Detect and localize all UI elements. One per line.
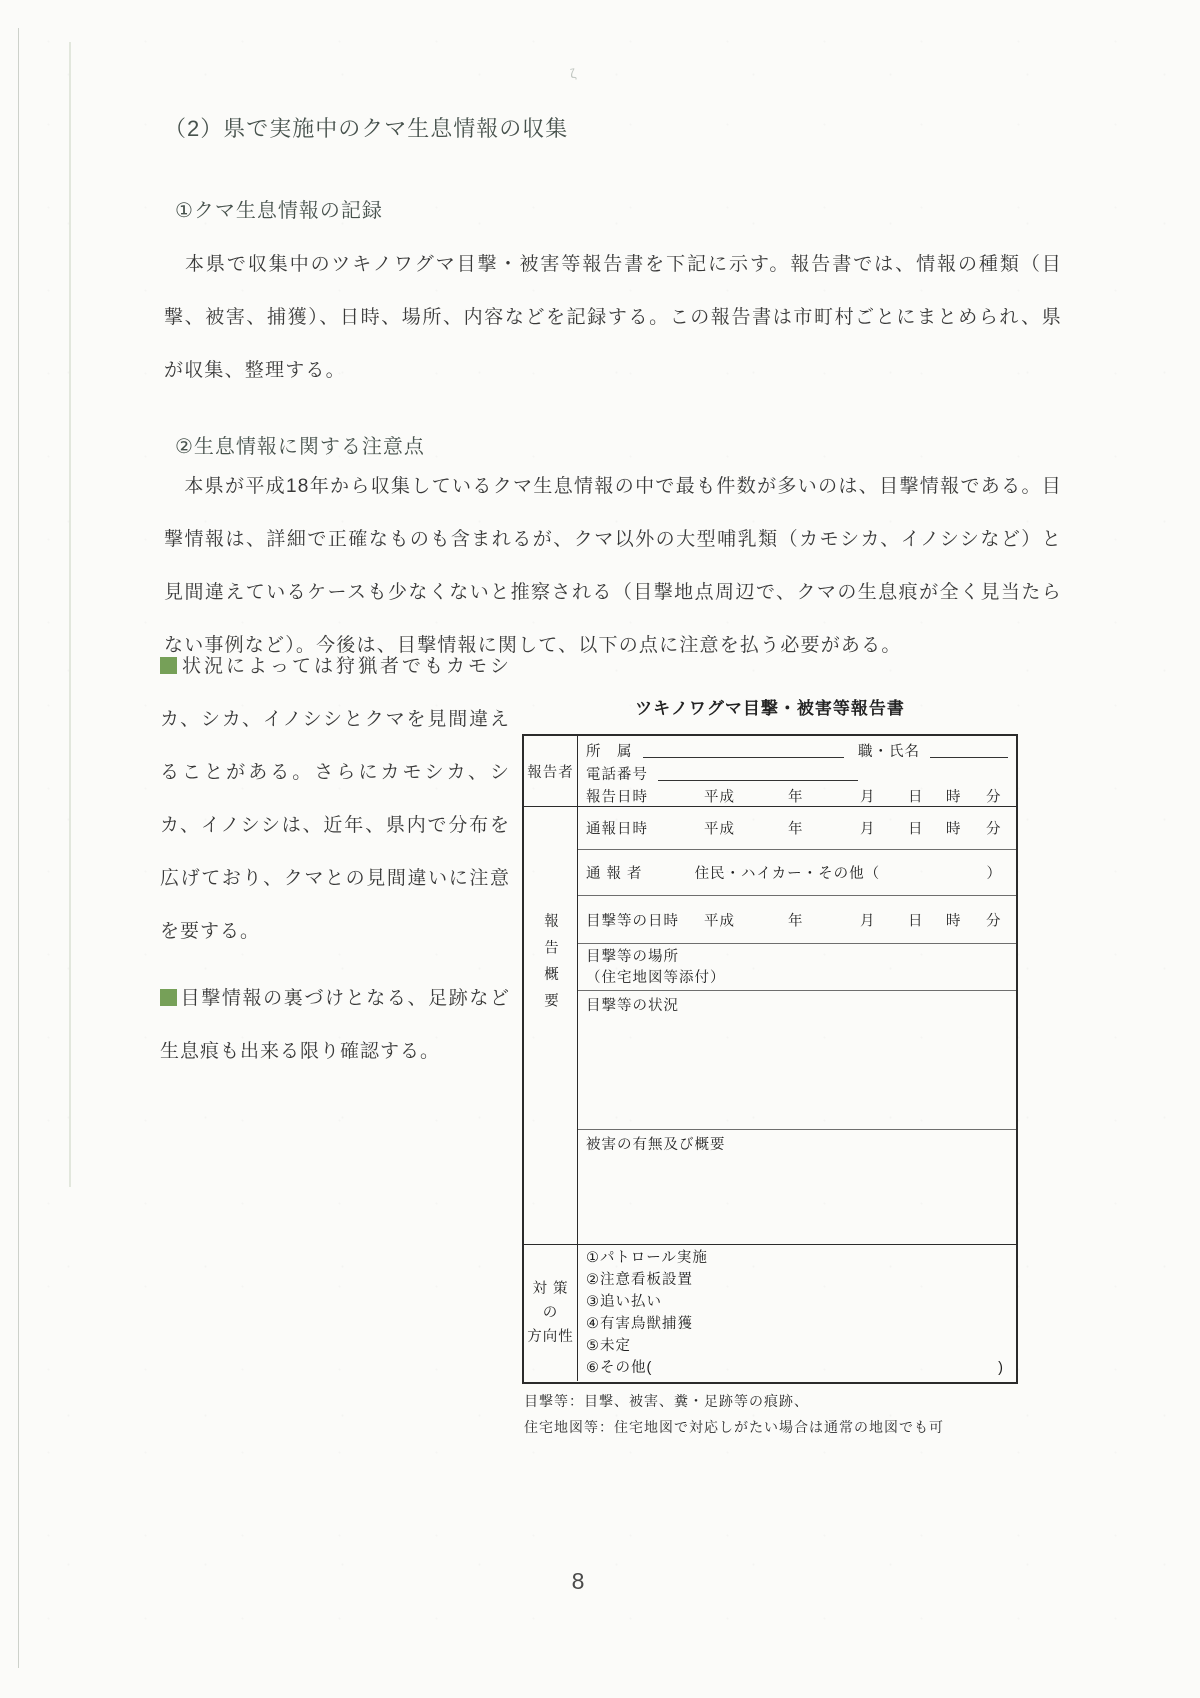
section-2-body: 本県が平成18年から収集しているクマ生息情報の中で最も件数が多いのは、目撃情報である。目撃情報は、詳細で正確なものも含まれるが、クマ以外の大型哺乳類（カモシカ、イノシシなど）と見間違えているケースも少なくないと推察される（目撃地点周辺で、クマの生息痕が全く見当たらない事例など）。今後は、目撃情報に関して、以下の点に注意を払う必要がある。 [164,476,1062,656]
month-label: 月 [860,821,876,838]
era-label: 平成 [704,913,735,929]
group-label-summary: 報告概要 [524,807,578,1244]
page-number: 8 [571,1568,585,1594]
phone-label: 電話番号 [586,767,648,783]
report-form-table [522,734,1018,1384]
measures-list [578,1245,1016,1381]
notify-datetime-label: 通報日時 [586,821,648,838]
green-square-bullet-icon [160,989,177,1006]
hour-label: 時 [946,913,962,929]
page-heading: （2）県で実施中のクマ生息情報の収集 [164,116,569,141]
report-datetime-label: 報告日時 [586,789,648,806]
month-label: 月 [860,913,876,929]
note-bullet-2-text: 目撃情報の裏づけとなる、足跡など生息痕も出来る限り確認する。 [160,988,510,1062]
year-label: 年 [788,913,804,929]
notifier-row [578,850,1016,896]
footnote-map: 住宅地図等：住宅地図で対応しがたい場合は通常の地図でも可 [524,1419,944,1435]
measure-item-1: ①パトロール実施 [586,1250,708,1266]
note-bullet-1 [160,640,510,958]
sighting-datetime-label: 目撃等の日時 [586,913,679,929]
month-label: 月 [860,789,876,806]
sighting-place-note: （住宅地図等添付） [586,970,726,986]
sighting-place-row [578,944,1016,991]
name-label: 職・氏名 [858,744,920,760]
measure-other-open: ⑥その他( [586,1360,653,1376]
sighting-situation-label: 目撃等の状況 [586,998,679,1014]
affiliation-label: 所 属 [586,744,633,760]
affiliation-field-line [643,756,845,758]
measures-label-line2: 方向性 [527,1329,574,1345]
measure-other-close: ) [998,1360,1004,1376]
scan-artifact-mark: ζ [568,65,578,82]
section-2-title: ②生息情報に関する注意点 [175,436,425,458]
hour-label: 時 [946,821,962,838]
sighting-situation-row [578,991,1016,1130]
sighting-datetime-row [578,896,1016,944]
notify-datetime-row [578,807,1016,850]
form-title: ツキノワグマ目撃・被害等報告書 [635,699,905,718]
form-footnotes [524,1388,1024,1440]
measure-item-5: ⑤未定 [586,1338,631,1354]
day-label: 日 [908,821,924,838]
group-label-reporter: 報告者 [524,736,578,806]
minute-label: 分 [986,913,1002,929]
green-square-bullet-icon [160,657,177,674]
damage-row [578,1130,1016,1244]
hour-label: 時 [946,789,962,806]
measure-item-2: ②注意看板設置 [586,1272,693,1288]
year-label: 年 [788,821,804,838]
measure-item-3: ③追い払い [586,1294,662,1310]
scan-edge-line [18,28,19,1668]
form-group-reporter [524,736,1016,807]
era-label: 平成 [704,821,735,838]
note-bullet-2 [160,972,510,1078]
footnote-sighting: 目撃等：目撃、被害、糞・足跡等の痕跡、 [524,1393,809,1409]
day-label: 日 [908,913,924,929]
name-field-line [930,756,1008,758]
affiliation-row [578,736,1016,763]
era-label: 平成 [704,789,735,806]
section-1-body: 本県で収集中のツキノワグマ目撃・被害等報告書を下記に示す。報告書では、情報の種類（目撃、被害、捕獲）、日時、場所、内容などを記録する。この報告書は市町村ごとにまとめられ、県が収集、整理する。 [164,254,1062,381]
phone-field-line [658,779,858,781]
notifier-label: 通 報 者 [586,866,643,882]
group-label-measures [524,1245,578,1381]
damage-label: 被害の有無及び概要 [586,1137,726,1153]
measure-item-other [586,1357,1008,1379]
report-datetime-row [578,786,1016,806]
measures-label-line1: 対 策 の [532,1281,569,1321]
notifier-options: 住民・ハイカー・その他（ [694,866,881,882]
phone-row [578,763,1016,786]
scan-crease-line [69,42,71,1187]
notifier-paren-close: ） [986,866,1002,882]
year-label: 年 [788,789,804,806]
measure-item-4: ④有害鳥獣捕獲 [586,1316,693,1332]
sighting-place-label: 目撃等の場所 [586,949,679,965]
minute-label: 分 [986,821,1002,838]
minute-label: 分 [986,789,1002,806]
form-group-summary [524,807,1016,1245]
form-group-measures [524,1245,1016,1381]
note-bullet-1-text: 状況によっては狩猟者でもカモシカ、シカ、イノシシとクマを見間違えることがある。さらにカモシカ、シカ、イノシシは、近年、県内で分布を広げており、クマとの見間違いに注意を要する。 [160,656,510,942]
day-label: 日 [908,789,924,806]
section-1-title: ①クマ生息情報の記録 [175,200,383,222]
